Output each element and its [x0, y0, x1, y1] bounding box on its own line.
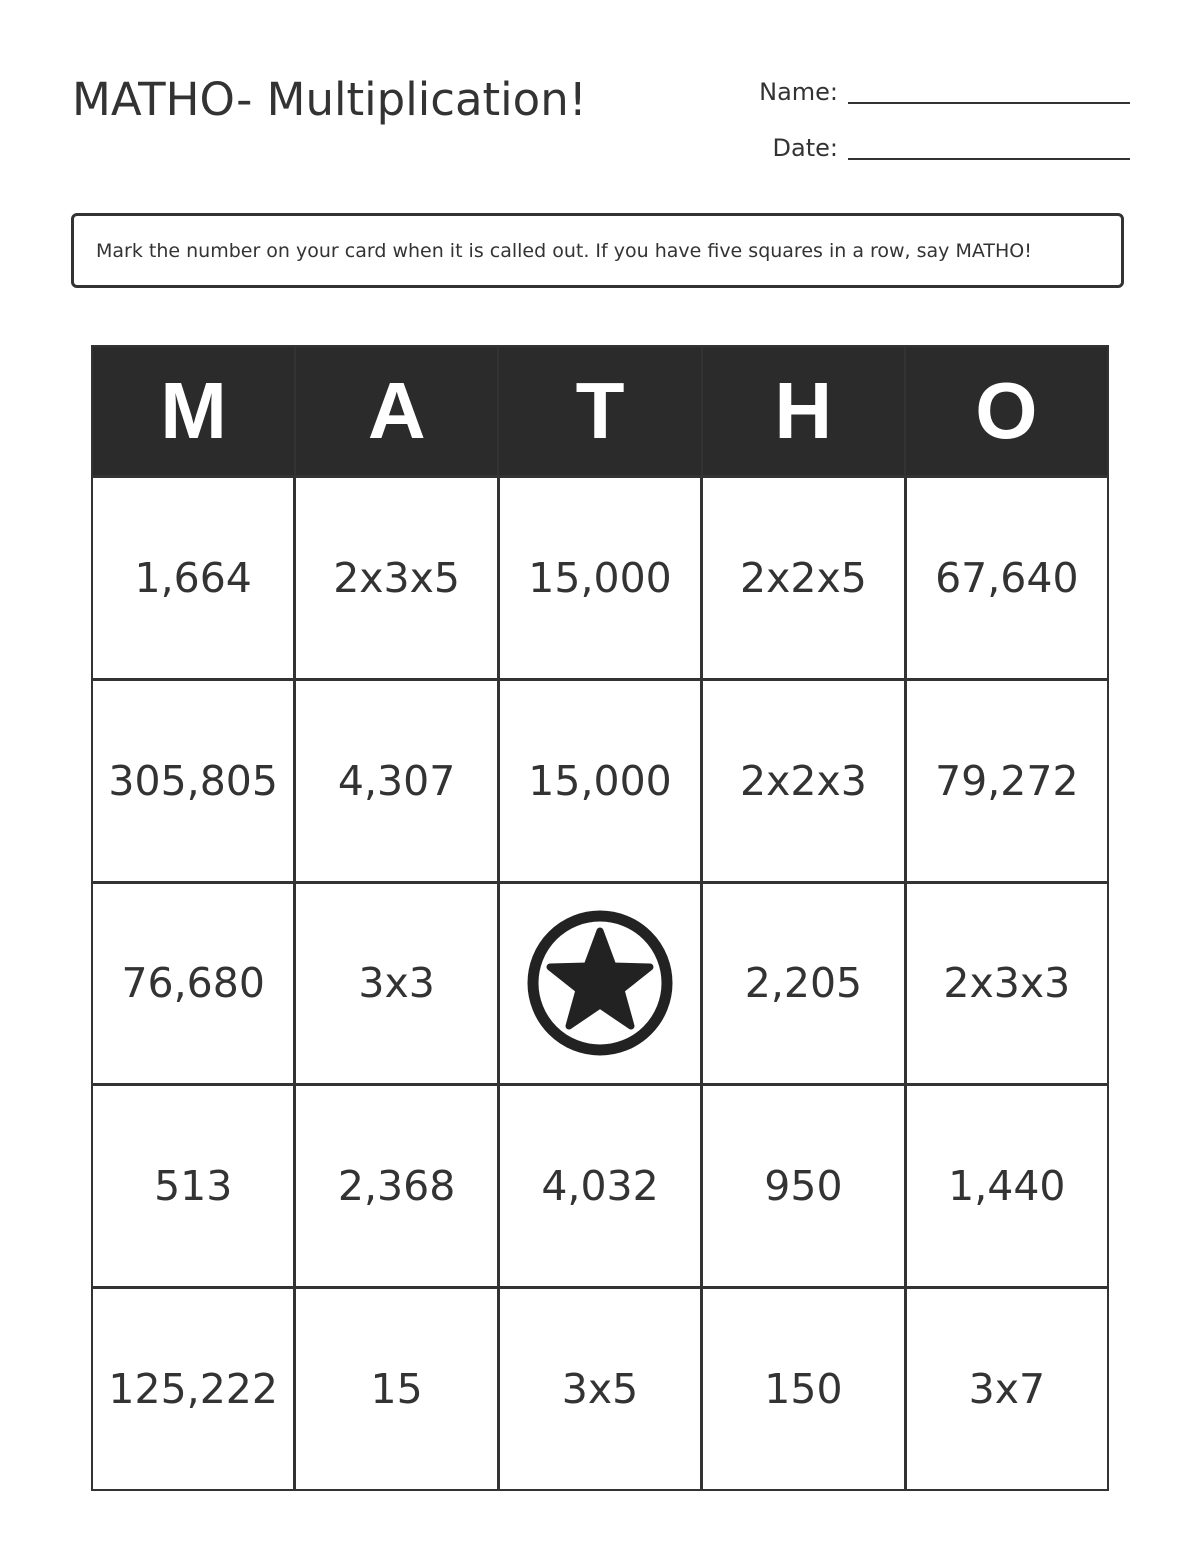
board-cell[interactable]: 513 [93, 1086, 296, 1286]
header-o: O [975, 366, 1038, 455]
board-row-2 [93, 678, 1107, 881]
board-cell[interactable]: 2,368 [296, 1086, 499, 1286]
date-label: Date: [772, 134, 838, 162]
board-cell[interactable]: 150 [703, 1289, 906, 1489]
board-cell[interactable]: 2x3x5 [296, 478, 499, 678]
board-grid [93, 475, 1107, 1489]
board-cell[interactable]: 2x2x3 [703, 681, 906, 881]
date-line[interactable] [848, 158, 1130, 160]
board-cell[interactable]: 15,000 [500, 478, 703, 678]
board-cell[interactable]: 305,805 [93, 681, 296, 881]
board-header-row [93, 347, 1107, 475]
board-cell[interactable]: 67,640 [935, 553, 1079, 602]
matho-board [91, 345, 1109, 1491]
board-cell[interactable]: 15,000 [500, 681, 703, 881]
free-space-cell[interactable] [500, 884, 703, 1084]
board-cell[interactable]: 4,307 [296, 681, 499, 881]
board-cell[interactable]: 3x5 [500, 1289, 703, 1489]
board-cell[interactable]: 3x7 [968, 1365, 1046, 1414]
board-cell[interactable]: 1,664 [93, 478, 296, 678]
header-t: T [499, 347, 702, 475]
board-cell[interactable]: 15 [296, 1289, 499, 1489]
board-row-3 [93, 881, 1107, 1084]
board-cell[interactable]: 76,680 [93, 884, 296, 1084]
board-cell[interactable]: 125,222 [93, 1289, 296, 1489]
board-cell[interactable]: 3x3 [296, 884, 499, 1084]
name-label: Name: [759, 78, 838, 106]
instructions-text: Mark the number on your card when it is called out. If you have five squares in a row, say MATHO! [96, 239, 1032, 262]
board-row-1 [93, 475, 1107, 678]
header-a: A [296, 347, 499, 475]
header-m: M [93, 347, 296, 475]
board-row-4 [93, 1083, 1107, 1286]
name-line[interactable] [848, 102, 1130, 104]
board-cell[interactable]: 1,440 [948, 1162, 1066, 1211]
page-title: MATHO- Multiplication! [72, 73, 587, 126]
name-field [738, 78, 1130, 106]
header-h: H [703, 347, 906, 475]
star-icon [526, 909, 674, 1057]
board-cell[interactable]: 950 [703, 1086, 906, 1286]
board-cell[interactable]: 79,272 [935, 756, 1079, 805]
instructions-box [71, 213, 1124, 288]
board-cell[interactable]: 2x2x5 [703, 478, 906, 678]
board-row-5 [93, 1286, 1107, 1489]
board-cell[interactable]: 2,205 [703, 884, 906, 1084]
board-cell[interactable]: 4,032 [500, 1086, 703, 1286]
board-cell[interactable]: 2x3x3 [943, 959, 1071, 1008]
date-field [738, 134, 1130, 162]
